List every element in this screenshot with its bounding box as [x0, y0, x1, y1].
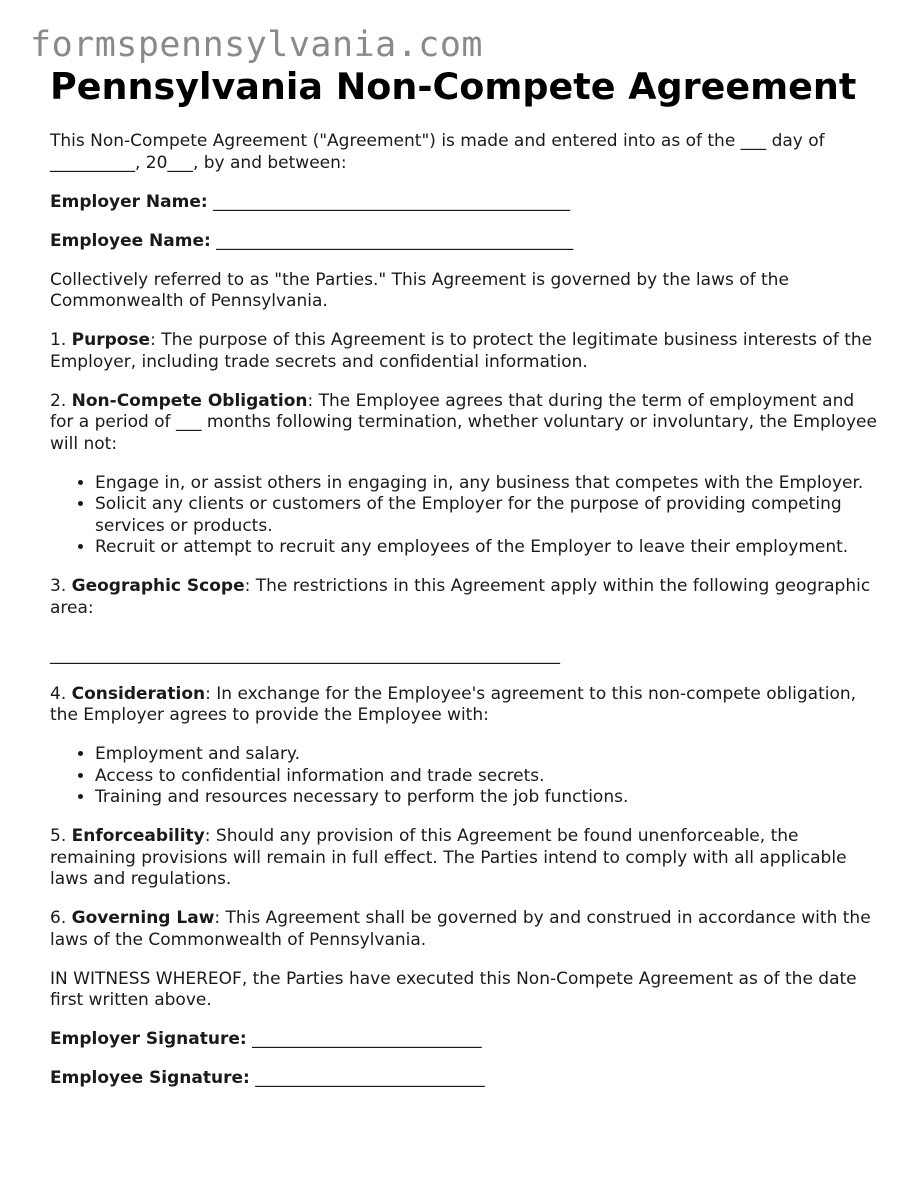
section-number: 2. — [50, 390, 67, 411]
section-number: 5. — [50, 826, 67, 846]
geographic-area-blank — [50, 637, 880, 667]
employer-signature-label: Employer Signature: — [50, 1029, 247, 1049]
section-heading: Enforceability — [71, 826, 205, 846]
section-heading: Purpose — [71, 330, 151, 350]
section-text: : Should any provision of this Agreement be found unenforceable, the remaining provisions will remain in full effect. The Parties intend to comply with all applicable laws and regulations. — [50, 826, 847, 889]
agreement-body — [50, 131, 880, 1107]
section-number: 4. — [50, 683, 67, 704]
section-purpose — [50, 330, 880, 373]
list-item: • Engage in, or assist others in engaging in, any business that competes with the Employer. — [95, 473, 880, 495]
section-heading: Consideration — [71, 683, 206, 704]
list-item: • Training and resources necessary to perform the job functions. — [95, 787, 880, 809]
section-number: 1. — [50, 330, 67, 350]
section-non-compete-obligation — [50, 391, 880, 456]
section-heading: Geographic Scope — [71, 576, 245, 596]
employer-signature-blank: ___________________________ — [252, 1029, 482, 1049]
parties-paragraph: Collectively referred to as "the Parties." This Agreement is governed by the laws of the Commonwealth of Pennsylvania. — [50, 269, 789, 311]
witness-paragraph: IN WITNESS WHEREOF, the Parties have executed this Non-Compete Agreement as of the date first written above. — [50, 968, 857, 1010]
geographic-area-line: ____________________________________________________________ — [50, 645, 560, 665]
employee-name-blank: __________________________________________ — [216, 230, 574, 251]
employee-name-label: Employee Name: — [50, 230, 211, 251]
section-heading: Non-Compete Obligation — [71, 390, 308, 411]
section-governing-law — [50, 908, 880, 951]
section-text: : This Agreement shall be governed by and construed in accordance with the laws of the Commonwealth of Pennsylvania. — [50, 908, 871, 950]
consideration-list — [50, 744, 880, 809]
section-number: 6. — [50, 908, 67, 928]
section-text: : The Employee agrees that during the term of employment and for a period of ___ months following termination, whether voluntary or involuntary, the Employee will not: — [50, 390, 877, 454]
employee-signature-field — [50, 1068, 880, 1090]
employer-name-blank: __________________________________________ — [213, 191, 571, 212]
section-text: : In exchange for the Employee's agreement to this non-compete obligation, the Employer agrees to provide the Employee with: — [50, 683, 857, 725]
list-item: • Recruit or attempt to recruit any employees of the Employer to leave their employment. — [95, 537, 880, 559]
section-consideration — [50, 684, 880, 727]
document-title: Pennsylvania Non-Compete Agreement — [50, 65, 857, 108]
section-text: : The purpose of this Agreement is to protect the legitimate business interests of the Employer, including trade secrets and confidential information. — [50, 330, 873, 372]
employee-signature-blank: ___________________________ — [255, 1068, 485, 1088]
site-watermark: formspennsylvania.com — [30, 25, 484, 65]
section-heading: Governing Law — [71, 908, 215, 928]
employee-signature-label: Employee Signature: — [50, 1068, 250, 1088]
employer-name-field — [50, 192, 880, 214]
section-number: 3. — [50, 576, 67, 596]
list-item: • Employment and salary. — [95, 744, 880, 766]
section-geographic-scope — [50, 576, 880, 619]
list-item: • Solicit any clients or customers of the Employer for the purpose of providing competing services or products. — [95, 494, 880, 537]
employer-signature-field — [50, 1029, 880, 1051]
employer-name-label: Employer Name: — [50, 191, 208, 212]
employee-name-field — [50, 231, 880, 253]
obligation-list — [50, 473, 880, 559]
intro-paragraph: This Non-Compete Agreement ("Agreement") is made and entered into as of the ___ day of __________, 20___, by and between: — [50, 131, 825, 173]
section-text: : The restrictions in this Agreement apply within the following geographic area: — [50, 576, 871, 618]
list-item: • Access to confidential information and trade secrets. — [95, 766, 880, 788]
section-enforceability — [50, 826, 880, 891]
